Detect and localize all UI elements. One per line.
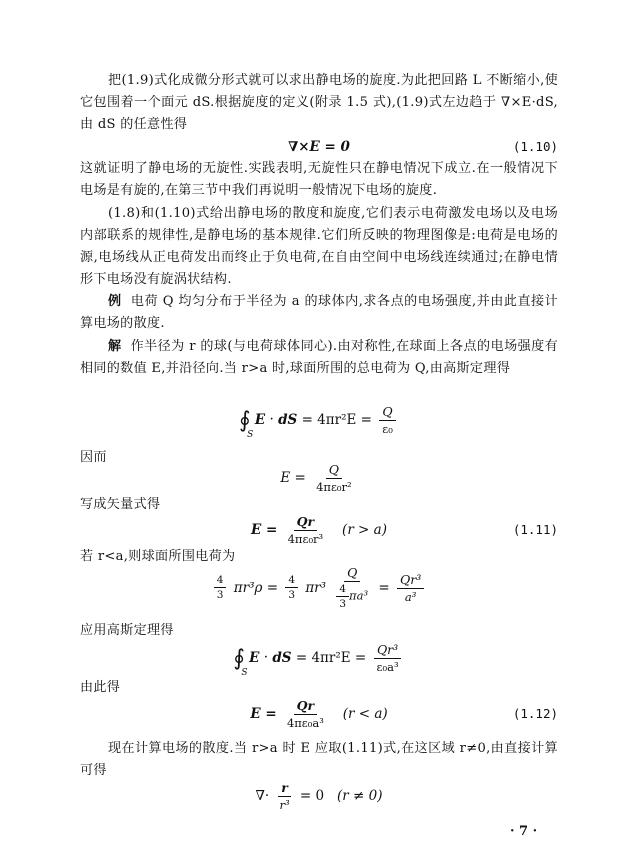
solution-label: 解 xyxy=(108,339,122,354)
equation-number: (1.11) xyxy=(512,522,558,537)
fraction: $\frac{Q}{\text{4πε₀r²}}$ xyxy=(316,462,352,494)
text-hence: 由此得 xyxy=(80,680,121,695)
text-inside-charge: 若 r<a,则球面所围电荷为 xyxy=(80,549,236,564)
equation-gauss-outside: ∮ S E · dS = 4πr²E = $\frac{Q}{\text{ε₀}}$ xyxy=(80,400,558,440)
paragraph-divergence: 现在计算电场的散度.当 r>a 时 E 应取(1.11)式,在这区域 r≠0,由直接计算可得 xyxy=(80,741,558,778)
fraction: $\frac{Qr}{\text{4πε₀a³}}$ xyxy=(286,698,324,730)
condition: (r < a) xyxy=(342,706,388,722)
paragraph-example xyxy=(80,291,558,335)
math-term: E xyxy=(249,650,260,666)
paragraph-basic-laws: (1.8)和(1.10)式给出静电场的散度和旋度,它们表示电荷激发电场以及电场内部联系的规律性,是静电场的基本规律.它们所反映的物理图像是:电荷是电场的源,电场线从正电荷发出而终止于负电荷,在自由空间中电场线连续通过;在静电情形下电场没有旋涡状结构. xyxy=(80,206,558,287)
fraction: $\frac{\text{Qr³}}{\text{a³}}$ xyxy=(397,572,424,604)
math-term: = 4πr²E = xyxy=(295,650,367,666)
text-therefore: 因而 xyxy=(80,450,107,465)
text-vector-form: 写成矢量式得 xyxy=(80,497,161,512)
paragraph-curl-derivation: 把(1.9)式化成微分形式就可以求出静电场的旋度.为此把回路 L 不断缩小,使它包围着一个面元 dS.根据旋度的定义(附录 1.5 式),(1.9)式左边趋于 ∇×E·dS,由 dS 的任意性得 xyxy=(80,73,558,132)
condition: (r ≠ 0) xyxy=(337,788,383,804)
page-number: · 7 · xyxy=(510,824,538,839)
math-term: πr³ xyxy=(305,579,327,596)
equation-1-10-expression: ∇×E = 0 xyxy=(288,139,350,155)
contour-integral-symbol: ∮ S xyxy=(233,645,248,678)
paragraph-irrotational: 这就证明了静电场的无旋性.实践表明,无旋性只在静电情况下成立.在一般情况下电场是有旋的,在第三节中我们再说明一般情况下电场的旋度. xyxy=(80,161,558,198)
fraction: $\frac{r}{\text{r³}}$ xyxy=(279,780,290,812)
equation-number: (1.12) xyxy=(512,706,558,721)
equation-number: (1.10) xyxy=(512,139,558,154)
math-term: dS xyxy=(272,650,292,666)
example-text: 电荷 Q 均匀分布于半径为 a 的球体内,求各点的电场强度,并由此直接计算电场的散度. xyxy=(80,294,559,331)
fraction: $\frac{Q}{\text{ε₀}}$ xyxy=(379,404,396,436)
text-apply-gauss: 应用高斯定理得 xyxy=(80,623,174,638)
example-label: 例 xyxy=(108,294,122,309)
fraction: Q $\frac{4}{3}$ πa³ xyxy=(333,565,371,610)
equation-divergence-zero xyxy=(80,778,558,818)
fraction: $\frac{Qr}{\text{4πε₀r³}}$ xyxy=(287,514,324,546)
fraction: $\frac{\text{Qr³}}{\text{ε₀a³}}$ xyxy=(374,642,402,674)
fraction: $\frac{4}{3}$ xyxy=(214,574,227,601)
contour-integral-symbol: ∮ S xyxy=(239,407,254,440)
math-term: E = xyxy=(251,522,278,538)
math-term: E = xyxy=(250,706,277,722)
fraction: $\frac{4}{3}$ xyxy=(285,574,298,601)
math-term: = 0 xyxy=(299,788,325,804)
equation-1-12 xyxy=(80,696,558,736)
math-term: = xyxy=(378,579,390,596)
paragraph-solution xyxy=(80,336,558,380)
math-term: E = xyxy=(280,470,306,486)
solution-text: 作半径为 r 的球(与电荷球体同心).由对称性,在球面上各点的电场强度有相同的数值 E,并沿径向.当 r>a 时,球面所围的总电荷为 Q,由高斯定理得 xyxy=(80,339,558,376)
math-term: dS xyxy=(278,412,298,428)
equation-enclosed-charge xyxy=(80,563,558,613)
condition: (r > a) xyxy=(342,522,387,538)
math-term: = 4πr²E = xyxy=(301,412,372,428)
math-term: E xyxy=(254,412,266,428)
math-term: πr³ρ = xyxy=(233,579,279,596)
equation-gauss-inside: ∮ S E · dS = 4πr²E = $\frac{\text{Qr³}}{\text{ε₀a³}}$ xyxy=(80,640,558,680)
math-term: ∇· xyxy=(255,788,270,804)
